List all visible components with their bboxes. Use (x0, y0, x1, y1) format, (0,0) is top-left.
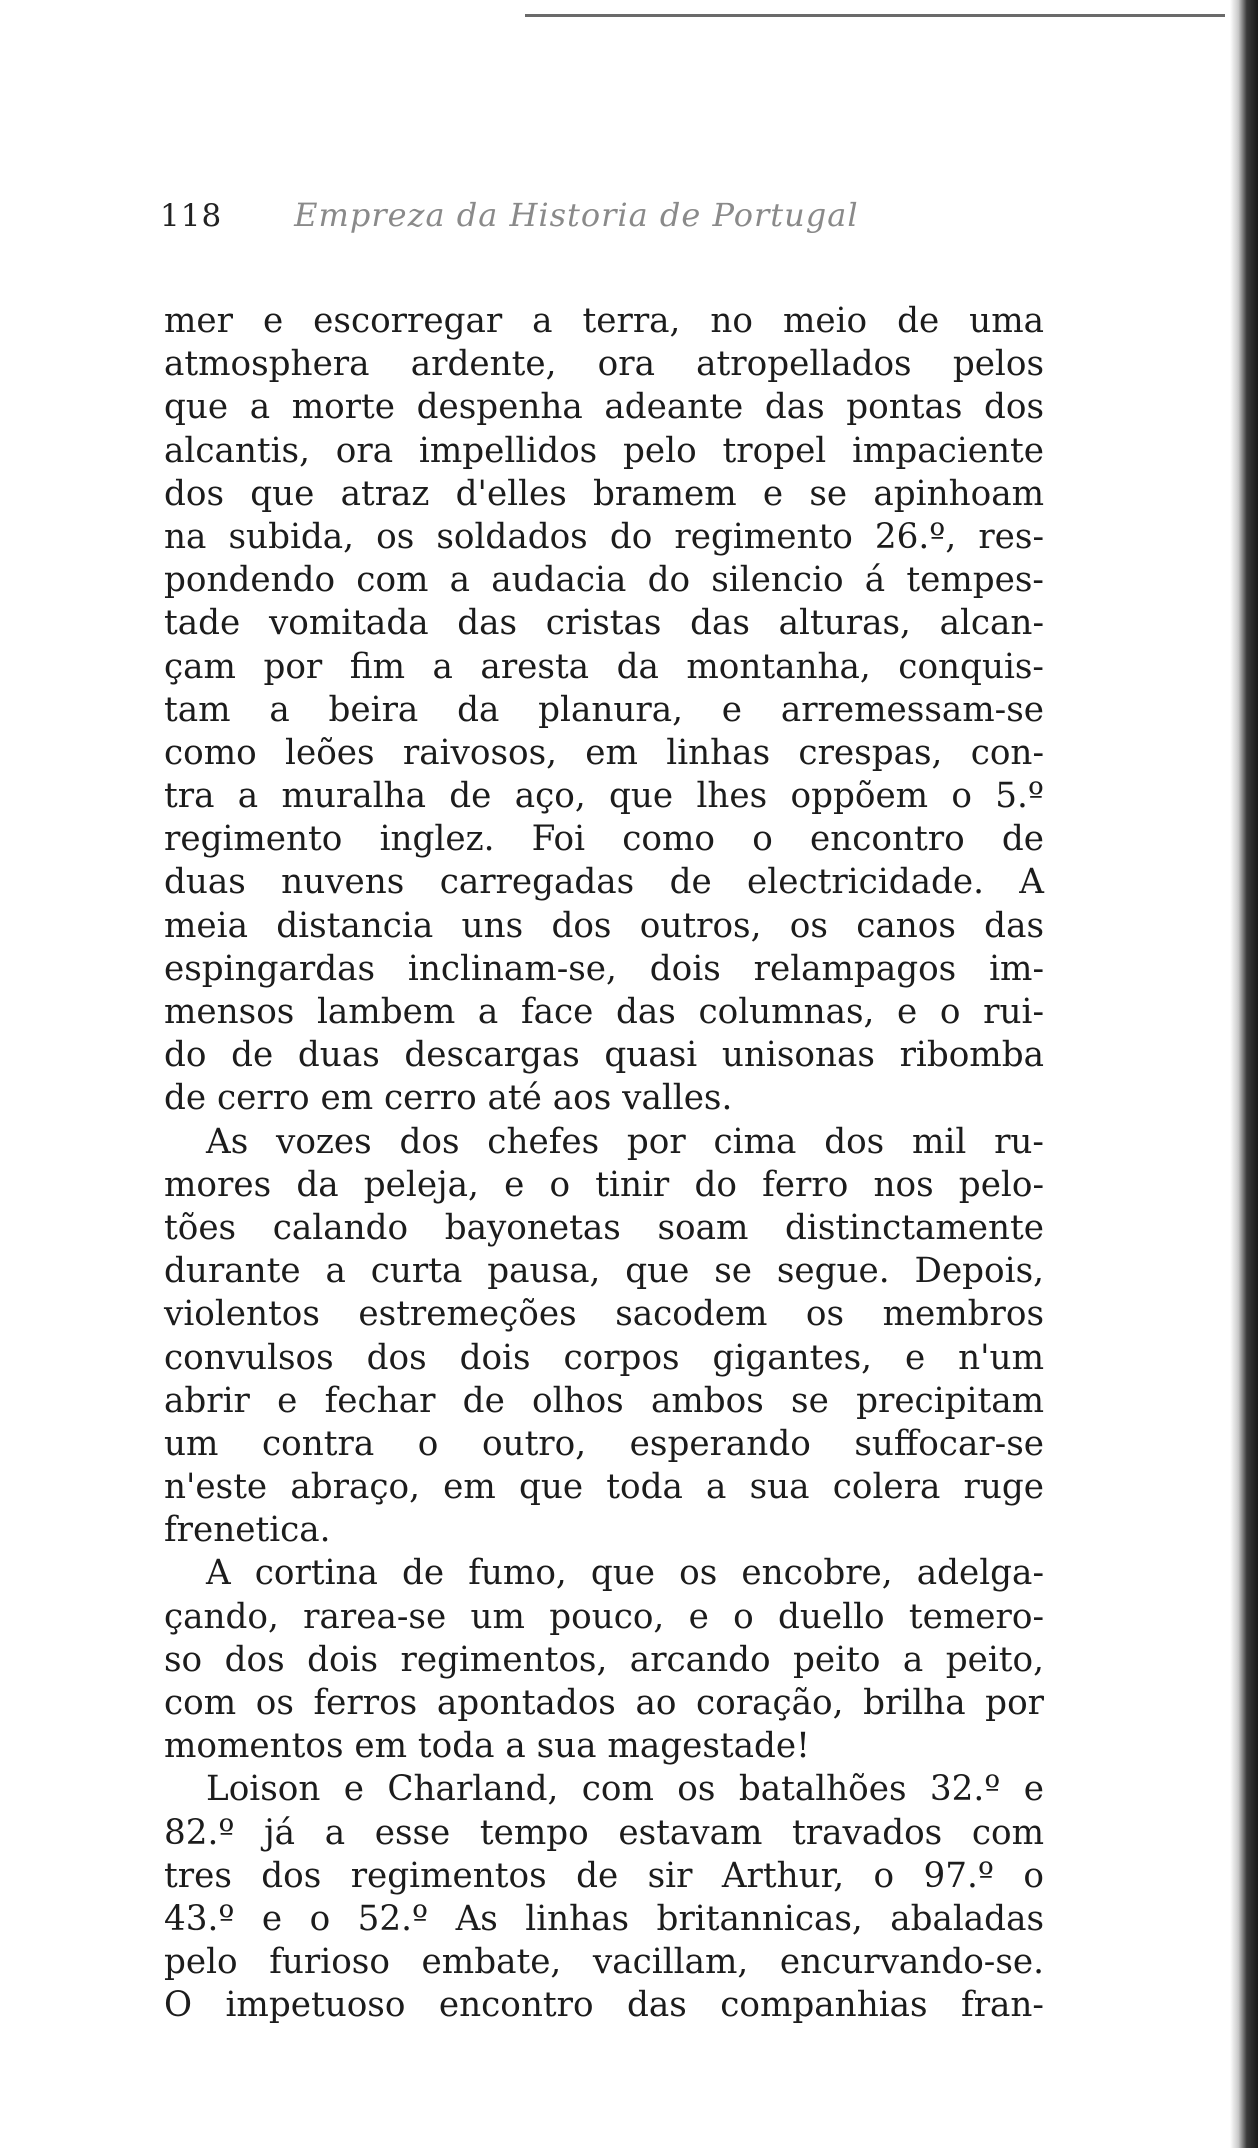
text-line: atmosphera ardente, ora atropellados pelos (164, 344, 1044, 385)
text-line: na subida, os soldados do regimento 26.º, res- (164, 516, 1044, 557)
text-line: de cerro em cerro até aos valles. (164, 1078, 733, 1119)
page-edge-shadow (1230, 0, 1258, 2148)
text-line: çam por fim a aresta da montanha, conquis- (164, 646, 1044, 687)
text-line: violentos estremeções sacodem os membros (164, 1294, 1044, 1335)
text-line: pelo furioso embate, vacillam, encurvando-se. (164, 1942, 1044, 1983)
text-line: pondendo com a audacia do silencio á tempes- (164, 560, 1044, 601)
text-line: com os ferros apontados ao coração, brilha por (164, 1683, 1044, 1723)
text-line: que a morte despenha adeante das pontas dos (164, 387, 1044, 428)
running-title: Empreza da Historia de Portugal (294, 196, 859, 234)
page-header (160, 196, 1040, 234)
text-line: mores da peleja, e o tinir do ferro nos pelo- (164, 1164, 1044, 1205)
text-line: tade vomitada das cristas das alturas, alcan- (164, 603, 1044, 644)
text-line: 43.º e o 52.º As linhas britannicas, abaladas (164, 1898, 1044, 1939)
text-line: dos que atraz d'elles bramem e se apinhoam (164, 473, 1044, 514)
text-line: meia distancia uns dos outros, os canos das (164, 905, 1044, 946)
text-line: regimento inglez. Foi como o encontro de (164, 819, 1044, 860)
text-line: O impetuoso encontro das companhias fran- (164, 1985, 1044, 2026)
text-line: frenetica. (164, 1510, 331, 1551)
text-line: momentos em toda a sua magestade! (164, 1726, 810, 1767)
text-line: alcantis, ora impellidos pelo tropel impaciente (164, 430, 1044, 471)
text-line: durante a curta pausa, que se segue. Depois, (164, 1251, 1044, 1292)
text-line: como leões raivosos, em linhas crespas, con- (164, 732, 1044, 773)
text-line: Loison e Charland, com os batalhões 32.º e (206, 1769, 1044, 1810)
text-line: tra a muralha de aço, que lhes oppõem o 5.º (164, 776, 1044, 817)
text-line: convulsos dos dois corpos gigantes, e n'um (164, 1337, 1044, 1378)
text-line: duas nuvens carregadas de electricidade. A (164, 862, 1044, 903)
text-line: As vozes dos chefes por cima dos mil ru- (206, 1121, 1044, 1162)
text-line: do de duas descargas quasi unisonas ribomba (164, 1035, 1044, 1076)
text-line: um contra o outro, esperando suffocar-se (164, 1423, 1044, 1464)
text-line: tam a beira da planura, e arremessam-se (164, 689, 1044, 730)
text-line: çando, rarea-se um pouco, e o duello temero- (164, 1596, 1044, 1637)
top-rule (525, 14, 1225, 17)
text-line: A cortina de fumo, que os encobre, adelga- (206, 1553, 1044, 1594)
text-line: tres dos regimentos de sir Arthur, o 97.º o (164, 1855, 1044, 1896)
text-line: so dos dois regimentos, arcando peito a peito, (164, 1639, 1044, 1680)
text-line: espingardas inclinam-se, dois relampagos im- (164, 948, 1044, 989)
page-number: 118 (160, 198, 223, 234)
text-line: abrir e fechar de olhos ambos se precipitam (164, 1380, 1044, 1421)
body-text (164, 300, 1044, 2028)
text-line: mer e escorregar a terra, no meio de uma (164, 301, 1044, 341)
text-line: n'este abraço, em que toda a sua colera ruge (164, 1467, 1044, 1508)
text-line: mensos lambem a face das columnas, e o rui- (164, 992, 1044, 1032)
text-line: 82.º já a esse tempo estavam travados com (164, 1812, 1044, 1853)
text-line: tões calando bayonetas soam distinctamente (164, 1207, 1044, 1248)
